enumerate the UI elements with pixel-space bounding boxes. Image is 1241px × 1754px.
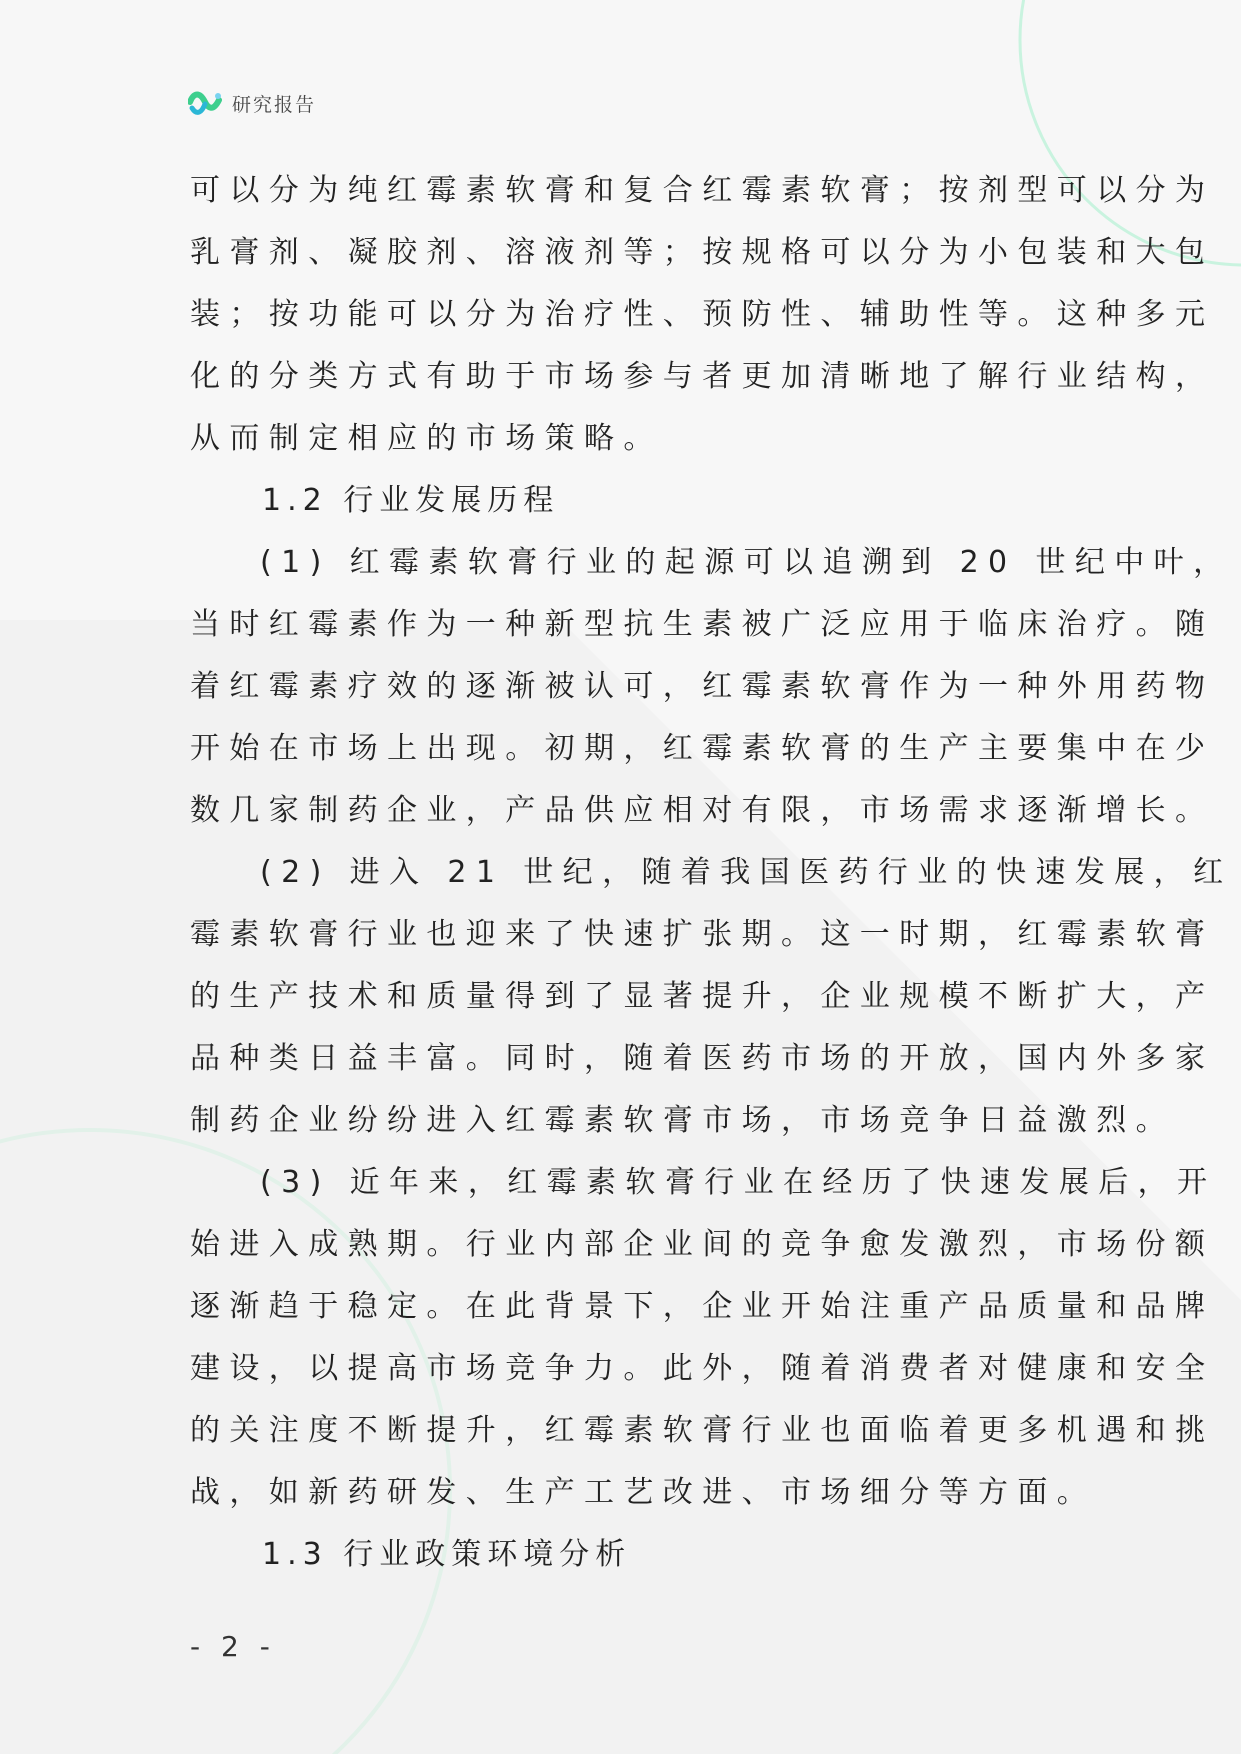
paragraph-line: 品种类日益丰富。同时，随着医药市场的开放，国内外多家 (190, 1041, 1215, 1076)
paragraph-line: (2) 进入 21 世纪，随着我国医药行业的快速发展，红 (260, 855, 1233, 890)
paragraph-line: 化的分类方式有助于市场参与者更加清晰地了解行业结构， (190, 359, 1215, 394)
paragraph-line: 霉素软膏行业也迎来了快速扩张期。这一时期，红霉素软膏 (190, 917, 1215, 952)
paragraph-line: 的生产技术和质量得到了显著提升，企业规模不断扩大，产 (190, 979, 1215, 1014)
paragraph-line: 着红霉素疗效的逐渐被认可，红霉素软膏作为一种外用药物 (190, 669, 1215, 704)
report-header (188, 88, 316, 118)
page-number: - 2 - (190, 1630, 276, 1663)
section-heading: 1.2 行业发展历程 (262, 483, 560, 518)
paragraph-line: 始进入成熟期。行业内部企业间的竞争愈发激烈，市场份额 (190, 1227, 1215, 1262)
section-heading: 1.3 行业政策环境分析 (262, 1537, 632, 1572)
paragraph-line: 制药企业纷纷进入红霉素软膏市场，市场竞争日益激烈。 (190, 1103, 1175, 1138)
paragraph-line: 数几家制药企业，产品供应相对有限，市场需求逐渐增长。 (190, 793, 1215, 828)
paragraph-line: 乳膏剂、凝胶剂、溶液剂等；按规格可以分为小包装和大包 (190, 235, 1215, 270)
logo-icon (188, 88, 222, 118)
paragraph-line: (1) 红霉素软膏行业的起源可以追溯到 20 世纪中叶， (260, 545, 1233, 580)
header-title: 研究报告 (232, 93, 317, 116)
paragraph-line: 当时红霉素作为一种新型抗生素被广泛应用于临床治疗。随 (190, 607, 1215, 642)
paragraph-line: 可以分为纯红霉素软膏和复合红霉素软膏；按剂型可以分为 (190, 173, 1215, 208)
paragraph-line: 从而制定相应的市场策略。 (190, 421, 663, 456)
paragraph-line: 开始在市场上出现。初期，红霉素软膏的生产主要集中在少 (190, 731, 1215, 766)
paragraph-line: 战，如新药研发、生产工艺改进、市场细分等方面。 (190, 1475, 1097, 1510)
paragraph-line: (3) 近年来，红霉素软膏行业在经历了快速发展后，开 (260, 1165, 1217, 1200)
paragraph-line: 的关注度不断提升，红霉素软膏行业也面临着更多机遇和挑 (190, 1413, 1215, 1448)
document-body (190, 160, 1233, 1586)
paragraph-line: 逐渐趋于稳定。在此背景下，企业开始注重产品质量和品牌 (190, 1289, 1215, 1324)
paragraph-line: 建设，以提高市场竞争力。此外，随着消费者对健康和安全 (190, 1351, 1215, 1386)
paragraph-line: 装；按功能可以分为治疗性、预防性、辅助性等。这种多元 (190, 297, 1215, 332)
